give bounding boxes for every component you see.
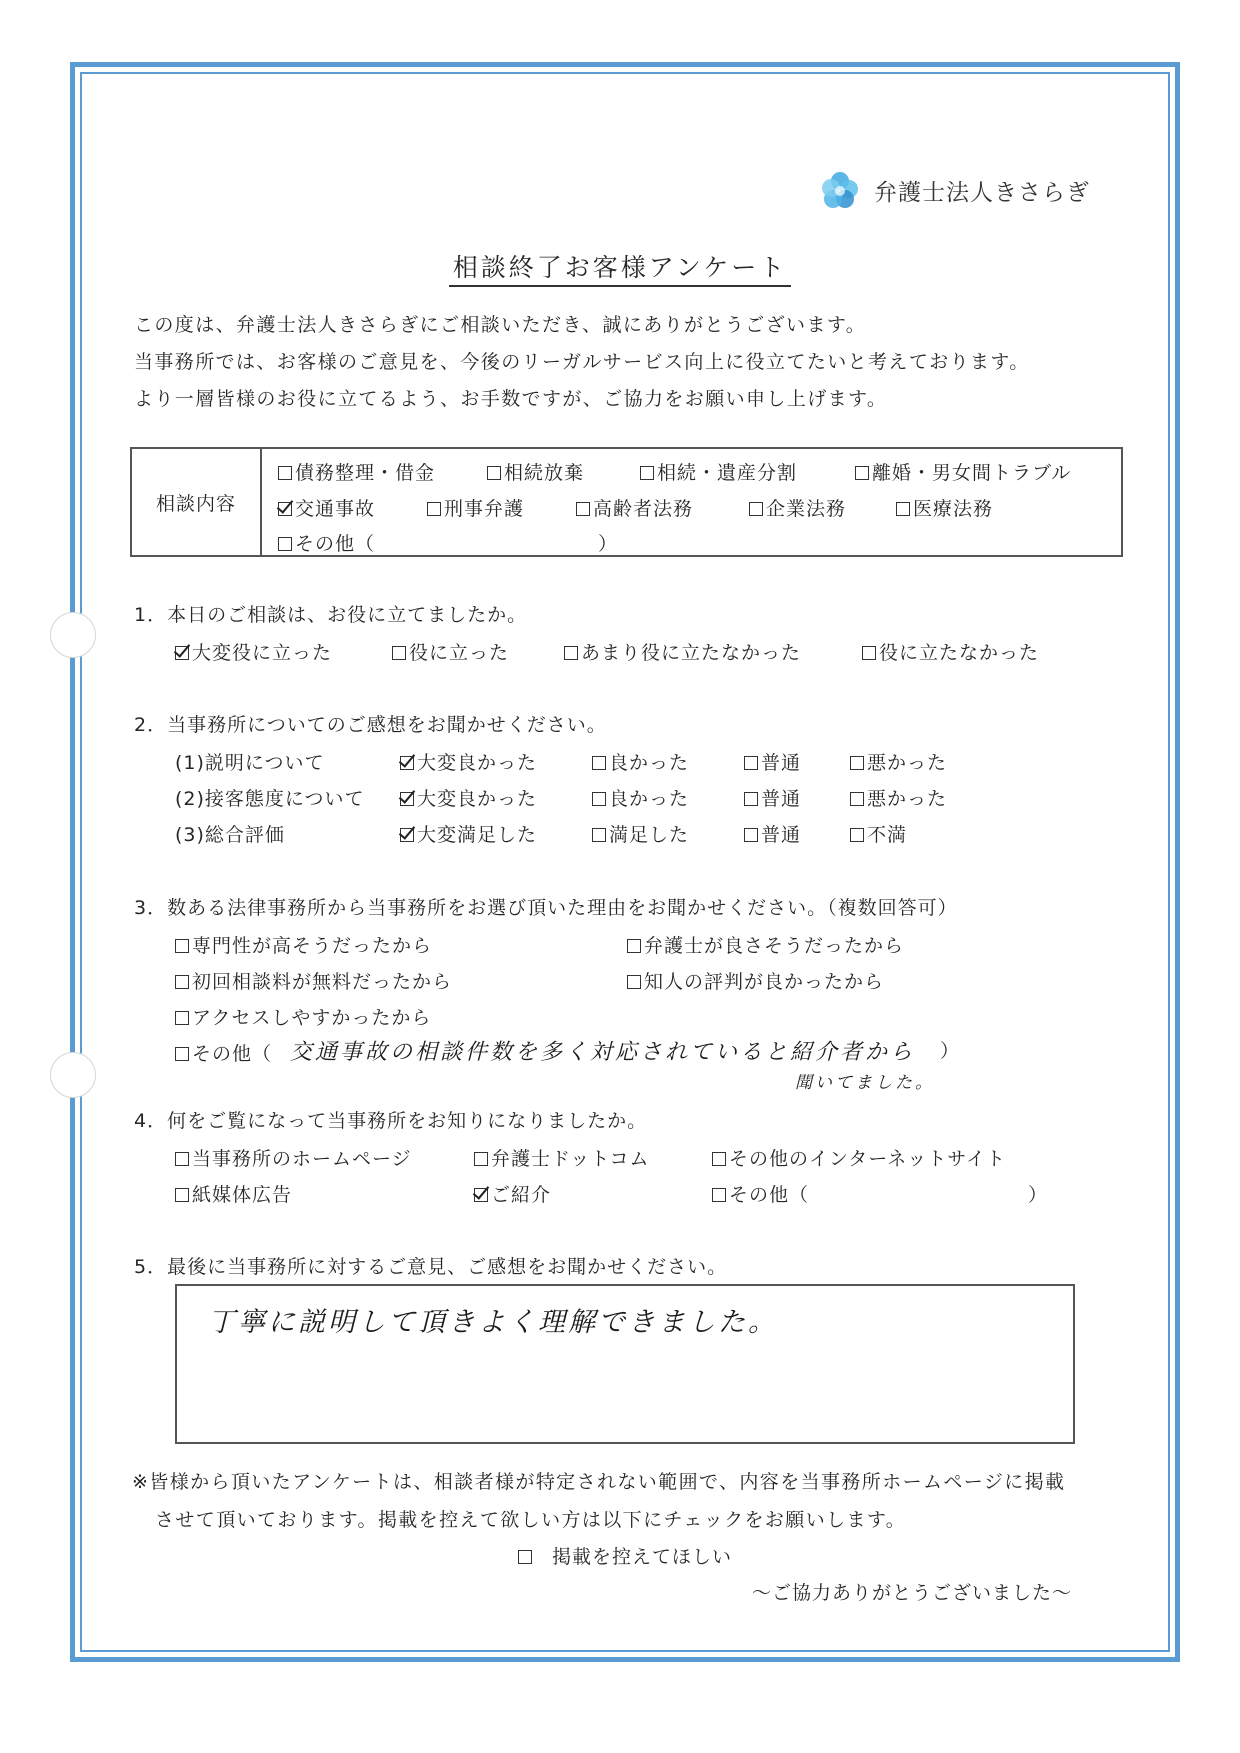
option-label: 大変役に立った [192,642,333,664]
option-label: その他（ [729,1184,810,1206]
q1-option[interactable] [862,638,1039,665]
q2-option[interactable] [850,820,907,847]
checkbox[interactable] [712,1188,726,1202]
q4-question: 4．何をご覧になって当事務所をお知りになりましたか。 [134,1110,648,1132]
firm-name: 弁護士法人きさらぎ [874,179,1090,206]
option-label: その他（ [192,1043,273,1065]
checkbox[interactable] [855,466,869,480]
q3-option[interactable] [175,1039,272,1066]
intro-line-2: 当事務所では、お客様のご意見を、今後のリーガルサービス向上に役立てたいと考えております。 [134,351,1030,373]
thanks-message: ～ご協力ありがとうございました～ [752,1582,1073,1604]
checkbox[interactable] [576,502,590,516]
option-label: 紙媒体広告 [192,1184,293,1206]
checkbox-checked[interactable] [474,1188,488,1202]
q2-option[interactable] [400,820,537,847]
consultation-option[interactable] [855,458,1071,485]
option-label: 弁護士が良さそうだったから [644,935,905,957]
option-label: 刑事弁護 [444,498,525,520]
optout-checkbox[interactable] [518,1550,532,1564]
checkbox[interactable] [175,1188,189,1202]
consultation-option[interactable] [278,458,435,485]
intro-line-3: より一層皆様のお役に立てるよう、お手数ですが、ご協力をお願い申し上げます。 [134,388,888,410]
q5-question: 5．最後に当事務所に対するご意見、ご感想をお聞かせください。 [134,1256,728,1278]
punch-hole-top [50,612,96,658]
q2-option[interactable] [400,784,537,811]
checkbox[interactable] [592,792,606,806]
q1-option[interactable] [564,638,801,665]
option-label: あまり役に立たなかった [581,642,802,664]
checkbox[interactable] [744,756,758,770]
option-label: 役に立った [409,642,510,664]
option-label: 大変良かった [417,788,538,810]
optout-checkbox-row[interactable] [518,1542,732,1569]
q3-option[interactable] [627,967,884,994]
checkbox-checked[interactable] [278,502,292,516]
consultation-option[interactable] [278,529,375,556]
option-label: 当事務所のホームページ [192,1148,412,1170]
checkbox[interactable] [278,537,292,551]
q4-option[interactable] [474,1144,649,1171]
option-label: 良かった [609,752,690,774]
checkbox[interactable] [850,792,864,806]
option-label: 医療法務 [913,498,994,520]
checkbox[interactable] [862,646,876,660]
q3-question: 3．数ある法律事務所から当事務所をお選び頂いた理由をお聞かせください。（複数回答可） [134,897,958,919]
consultation-option[interactable] [487,458,584,485]
q2-question: 2．当事務所についてのご感想をお聞かせください。 [134,714,607,736]
checkbox[interactable] [627,975,641,989]
checkbox[interactable] [744,828,758,842]
checkbox[interactable] [640,466,654,480]
checkbox-checked[interactable] [400,756,414,770]
q4-option[interactable] [175,1144,412,1171]
q2-option[interactable] [850,748,947,775]
checkbox[interactable] [474,1152,488,1166]
option-label: 良かった [609,788,690,810]
option-label: 役に立たなかった [879,642,1040,664]
checkbox-checked[interactable] [175,646,189,660]
checkbox[interactable] [175,1047,189,1061]
option-label: 債務整理・借金 [295,462,436,484]
option-label: ご紹介 [491,1184,552,1206]
checkbox[interactable] [175,939,189,953]
q2-row-label: (3)総合評価 [175,824,285,846]
option-label: 高齢者法務 [593,498,694,520]
option-label: 交通事故 [295,498,376,520]
consultation-option[interactable] [427,494,524,521]
q4-option[interactable] [712,1180,809,1207]
survey-title-wrap [0,248,1240,284]
flower-logo-icon [820,170,860,210]
option-label: 大変良かった [417,752,538,774]
q1-option[interactable] [392,638,509,665]
checkbox[interactable] [592,756,606,770]
checkbox[interactable] [175,1011,189,1025]
q5-handwritten-answer: 丁寧に説明して頂きよく理解できました。 [208,1307,778,1338]
q4-option[interactable] [712,1144,1006,1171]
q3-option[interactable] [175,1003,431,1030]
consultation-other-close: ） [598,533,619,555]
q3-option[interactable] [627,931,904,958]
option-label: アクセスしやすかったから [192,1007,432,1029]
checkbox[interactable] [175,975,189,989]
checkbox[interactable] [896,502,910,516]
consultation-option[interactable] [896,494,993,521]
punch-hole-bottom [50,1052,96,1098]
checkbox[interactable] [592,828,606,842]
checkbox[interactable] [850,828,864,842]
q3-other-handwritten-line-1: 交通事故の相談件数を多く対応されていると紹介者から [290,1040,916,1065]
q2-option[interactable] [744,748,801,775]
consultation-option[interactable] [278,494,375,521]
q2-option[interactable] [744,820,801,847]
firm-logo [820,170,1090,210]
checkbox[interactable] [427,502,441,516]
q2-option[interactable] [850,784,947,811]
checkbox[interactable] [392,646,406,660]
q4-other-close: ） [1028,1184,1049,1206]
option-label: 相続放棄 [504,462,585,484]
q1-question: 1．本日のご相談は、お役に立てましたか。 [134,604,528,626]
consultation-option[interactable] [749,494,846,521]
option-label: 離婚・男女間トラブル [872,462,1072,484]
q1-option[interactable] [175,638,332,665]
checkbox[interactable] [712,1152,726,1166]
consultation-type-label: 相談内容 [132,449,262,555]
option-label: 相続・遺産分割 [657,462,798,484]
option-label: 弁護士ドットコム [491,1148,650,1170]
survey-title: 相談終了お客様アンケート [449,253,792,287]
optout-label: 掲載を控えてほしい [552,1546,733,1568]
q2-row-label: (2)接客態度について [175,788,365,810]
checkbox[interactable] [278,466,292,480]
consultation-option[interactable] [640,458,797,485]
consultation-option[interactable] [576,494,693,521]
option-label: 大変満足した [417,824,538,846]
option-label: 普通 [761,824,802,846]
q2-option[interactable] [592,820,689,847]
q2-option[interactable] [592,748,689,775]
checkbox[interactable] [627,939,641,953]
q2-option[interactable] [400,748,537,775]
q4-option[interactable] [175,1180,292,1207]
q3-option[interactable] [175,967,452,994]
q3-other-close: ） [940,1040,961,1062]
footer-note-line-1: ※皆様から頂いたアンケートは、相談者様が特定されない範囲で、内容を当事務所ホームページに掲載 [132,1471,1066,1493]
option-label: 普通 [761,752,802,774]
checkbox[interactable] [850,756,864,770]
q4-option[interactable] [474,1180,551,1207]
option-label: 不満 [867,824,908,846]
option-label: その他のインターネットサイト [729,1148,1006,1170]
option-label: 普通 [761,788,802,810]
option-label: 悪かった [867,788,948,810]
checkbox[interactable] [744,792,758,806]
footer-note-line-2: させて頂いております。掲載を控えて欲しい方は以下にチェックをお願いします。 [155,1509,907,1531]
option-label: 専門性が高そうだったから [192,935,433,957]
checkbox-checked[interactable] [400,828,414,842]
option-label: 満足した [609,824,690,846]
option-label: 企業法務 [766,498,847,520]
q3-option[interactable] [175,931,432,958]
option-label: その他（ [295,533,376,555]
option-label: 初回相談料が無料だったから [192,971,453,993]
checkbox-checked[interactable] [400,792,414,806]
option-label: 知人の評判が良かったから [644,971,885,993]
q3-other-handwritten-line-2: 聞いてました。 [795,1073,935,1093]
intro-line-1: この度は、弁護士法人きさらぎにご相談いただき、誠にありがとうございます。 [134,314,867,336]
option-label: 悪かった [867,752,948,774]
q2-row-label: (1)説明について [175,752,325,774]
checkbox[interactable] [487,466,501,480]
q2-option[interactable] [744,784,801,811]
checkbox[interactable] [175,1152,189,1166]
checkbox[interactable] [564,646,578,660]
q2-option[interactable] [592,784,689,811]
checkbox[interactable] [749,502,763,516]
